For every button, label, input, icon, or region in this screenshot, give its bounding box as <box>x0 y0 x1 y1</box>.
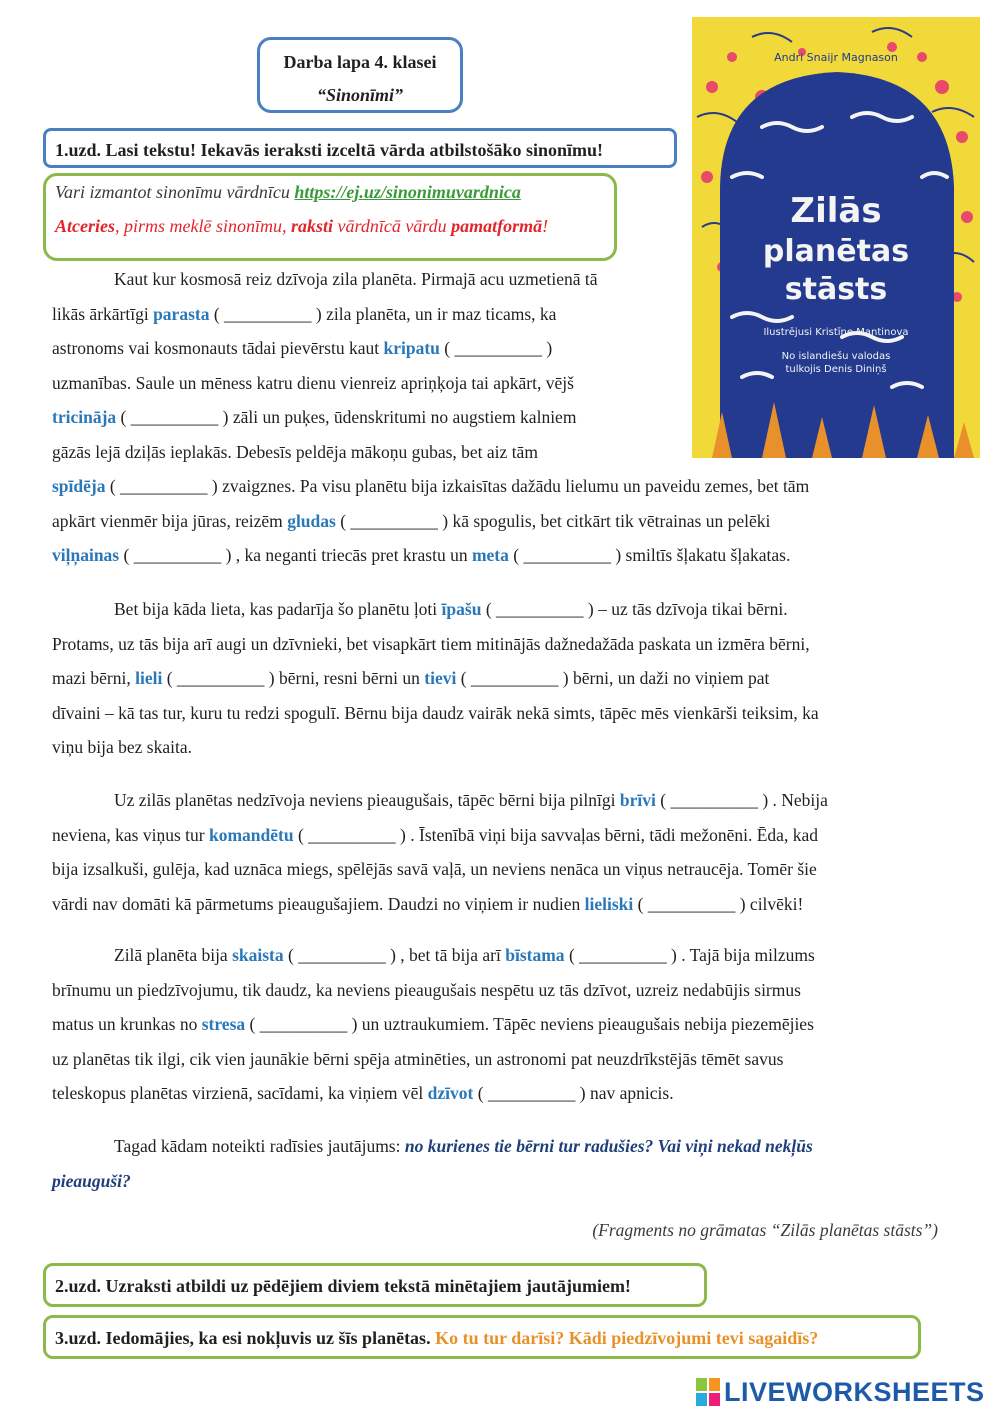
text-span: , bet tā bija arī <box>400 945 506 965</box>
hint-remember: Atceries <box>55 216 115 236</box>
task3-question: Ko tu tur darīsi? Kādi piedzīvojumi tevi sagaidīs? <box>435 1328 819 1348</box>
task1-instruction: 1.uzd. Lasi tekstu! Iekavās ieraksti izceltā vārda atbilstošāko sinonīmu! <box>43 128 677 168</box>
keyword-ipasu: īpašu <box>441 599 482 619</box>
answer-blank[interactable]: ( __________ ) <box>293 824 411 845</box>
text-span: teleskopus planētas virzienā, sacīdami, ka viņiem vēl <box>52 1083 428 1103</box>
text-span: . Īstenībā viņi bija savvaļas bērni, tādi mežonēni. Ēda, kad <box>410 824 818 845</box>
keyword-vilnainas: viļņainas <box>52 545 120 565</box>
text-span: vārdi nav domāti kā pārmetums pieaugušajiem. Daudzi no viņiem ir nudien <box>52 893 585 914</box>
paragraph-2 <box>52 592 819 765</box>
answer-blank[interactable]: ( __________ ) <box>481 599 599 619</box>
liveworksheets-icon <box>696 1378 720 1406</box>
answer-blank[interactable]: ( __________ ) <box>456 668 574 688</box>
text-line: brīnumu un piedzīvojumu, tik daudz, ka neviens pieaugušais nespētu uz tās dzīvot, uzreiz nedabūjis sirmus <box>52 979 801 1000</box>
hint-text-b: , pirms meklē sinonīmu, <box>115 216 291 236</box>
keyword-spideja: spīdēja <box>52 476 106 496</box>
task3-instruction <box>43 1315 921 1359</box>
text-line <box>52 538 809 573</box>
keyword-tricinaja: tricināja <box>52 407 117 427</box>
text-line <box>52 1076 815 1111</box>
hint-text-d: vārdnīcā vārdu <box>333 216 452 236</box>
text-span: likās ārkārtīgi <box>52 303 154 324</box>
text-span: zāli un puķes, ūdenskritumi no augstiem kalniem <box>232 407 577 427</box>
text-line <box>52 818 828 853</box>
text-line <box>52 297 809 332</box>
text-span: Zilā planēta bija <box>114 945 233 965</box>
text-line <box>52 783 828 818</box>
keyword-stresa: stresa <box>201 1014 246 1034</box>
cover-illustrator: Ilustrējusi Kristīne Mantinova <box>763 327 909 338</box>
text-line <box>52 469 809 504</box>
keyword-kripatu: kripatu <box>383 338 440 358</box>
text-line: gāzās lejā dziļās ieplakās. Debesīs peldēja mākoņu gubas, bet aiz tām <box>52 441 538 462</box>
answer-blank[interactable]: ( __________ ) <box>439 338 553 358</box>
text-span: astronoms vai kosmonauts tādai pievērstu kaut <box>52 338 384 358</box>
text-line <box>52 938 815 973</box>
text-line <box>52 592 819 627</box>
text-span: . Tajā bija milzums <box>681 945 815 965</box>
task2-instruction: 2.uzd. Uzraksti atbildi uz pēdējiem diviem tekstā minētajiem jautājumiem! <box>43 1263 707 1307</box>
paragraph-5 <box>52 1129 813 1198</box>
keyword-lieli: lieli <box>135 668 163 688</box>
text-line: Kaut kur kosmosā reiz dzīvoja zila planēta. Pirmajā acu uzmetienā tā <box>114 269 598 289</box>
answer-blank[interactable]: ( __________ ) <box>633 893 750 914</box>
text-line <box>52 1129 813 1164</box>
question-2: pieauguši? <box>52 1170 131 1191</box>
text-line <box>52 1007 815 1042</box>
liveworksheets-logo <box>696 1377 985 1407</box>
answer-blank[interactable]: ( __________ ) <box>655 790 773 810</box>
answer-blank[interactable]: ( __________ ) <box>162 668 279 688</box>
answer-blank[interactable]: ( __________ ) <box>564 945 682 965</box>
text-span: bērni, resni bērni un <box>278 668 425 688</box>
keyword-skaista: skaista <box>232 945 284 965</box>
text-line <box>52 661 819 696</box>
text-span: apkārt vienmēr bija jūras, reizēm <box>52 510 288 531</box>
answer-blank[interactable]: ( __________ ) <box>105 476 223 496</box>
hint-write: raksti <box>290 216 333 236</box>
text-span: smiltīs šļakatu šļakatas. <box>625 545 791 565</box>
answer-blank[interactable]: ( __________ ) <box>283 945 401 965</box>
question-1: no kurienes tie bērni tur radušies? Vai viņi nekad nekļūs <box>404 1136 813 1156</box>
hint-baseform: pamatformā <box>451 216 543 236</box>
text-span: matus un krunkas no <box>52 1014 202 1034</box>
cover-title-3: stāsts <box>784 272 888 307</box>
keyword-lieliski: lieliski <box>584 893 634 914</box>
text-line: uz planētas tik ilgi, cik vien jaunākie bērni spēja atminēties, un astronomi pat neuzdrīkstējās tēmēt savus <box>52 1048 784 1069</box>
cover-translator-1: No islandiešu valodas <box>781 351 891 362</box>
text-line: bija izsalkuši, gulēja, kad uznāca miegs, spēlējās savā vaļā, un neviens nenāca un viņus netraucēja. Tomēr šie <box>52 859 817 879</box>
keyword-parasta: parasta <box>153 303 210 324</box>
source-citation: (Fragments no grāmatas “Zilās planētas stāsts”) <box>592 1220 938 1240</box>
text-span: – uz tās dzīvoja tikai bērni. <box>598 599 788 619</box>
hint-exclaim: ! <box>542 216 549 236</box>
paragraph-4 <box>52 938 815 1111</box>
text-line <box>52 504 809 539</box>
text-span: nav apnicis. <box>590 1083 674 1103</box>
worksheet-title: Darba lapa 4. klasei <box>283 52 437 72</box>
hint-text: Vari izmantot sinonīmu vārdnīcu <box>55 182 295 202</box>
paragraph-3 <box>52 783 828 921</box>
keyword-meta: meta <box>471 545 509 565</box>
text-span: bērni, un daži no viņiem pat <box>573 668 770 688</box>
text-span: Tagad kādam noteikti radīsies jautājums: <box>114 1136 405 1156</box>
text-line <box>52 331 809 366</box>
text-span: Uz zilās planētas nedzīvoja neviens pieaugušais, tāpēc bērni bija pilnīgi <box>114 790 620 810</box>
text-span: kā spogulis, bet citkārt tik vētrainas un pelēki <box>452 510 771 531</box>
hint-box <box>43 173 617 261</box>
text-line: viņu bija bez skaita. <box>52 737 192 757</box>
task3-text: 3.uzd. Iedomājies, ka esi nokļuvis uz šīs planētas. <box>55 1328 436 1348</box>
answer-blank[interactable]: ( __________ ) <box>508 545 626 565</box>
answer-blank[interactable]: ( __________ ) <box>116 407 233 427</box>
text-line: Protams, uz tās bija arī augi un dzīvnieki, bet visapkārt tiem mitinājās dažnedažāda paskata un izmēra bērni, <box>52 633 810 654</box>
text-span: Bet bija kāda lieta, kas padarīja šo planētu ļoti <box>114 599 442 619</box>
worksheet-title-box <box>257 37 463 113</box>
paragraph-1 <box>52 262 809 573</box>
keyword-komandetu: komandētu <box>208 824 294 845</box>
cover-author: Andri Snaijr Magnason <box>774 51 898 64</box>
text-line <box>52 887 828 922</box>
text-span: . Nebija <box>772 790 828 810</box>
answer-blank[interactable]: ( __________ ) <box>209 303 327 324</box>
worksheet-subtitle: “Sinonīmi” <box>316 85 404 105</box>
liveworksheets-brand: LIVEWORKSHEETS <box>724 1376 985 1407</box>
text-span: , ka neganti triecās pret krastu un <box>235 545 472 565</box>
hint-line1 <box>55 182 614 203</box>
text-span: mazi bērni, <box>52 668 136 688</box>
dictionary-link[interactable]: https://ej.uz/sinonimuvardnica <box>294 182 521 202</box>
keyword-tievi: tievi <box>424 668 457 688</box>
keyword-dzivot: dzīvot <box>427 1083 474 1103</box>
answer-blank[interactable]: ( __________ ) <box>473 1083 591 1103</box>
keyword-gludas: gludas <box>287 510 336 531</box>
text-span: cilvēki! <box>749 893 804 914</box>
answer-blank[interactable]: ( __________ ) <box>335 510 453 531</box>
text-line: dīvaini – kā tas tur, kuru tu redzi spogulī. Bērnu bija daudz vairāk nekā simts, tāpēc mēs vienkārši teiksim, ka <box>52 702 819 723</box>
text-span: zvaigznes. Pa visu planētu bija izkaisītas dažādu lielumu un paveidu zemes, bet tām <box>222 476 810 496</box>
keyword-bistama: bīstama <box>505 945 565 965</box>
text-span: neviena, kas viņus tur <box>52 824 209 845</box>
text-line <box>52 400 809 435</box>
text-line: uzmanības. Saule un mēness katru dienu vienreiz apriņķoja tai apkārt, vējš <box>52 372 574 393</box>
cover-translator-2: tulkojis Denis Diniņš <box>785 364 887 375</box>
text-span: un uztraukumiem. Tāpēc neviens pieaugušais nebija piezemējies <box>361 1014 814 1034</box>
cover-title-2: planētas <box>762 234 910 269</box>
answer-blank[interactable]: ( __________ ) <box>245 1014 362 1034</box>
hint-line2 <box>55 216 614 237</box>
keyword-brivi: brīvi <box>619 790 656 810</box>
answer-blank[interactable]: ( __________ ) <box>119 545 236 565</box>
cover-title-1: Zilās <box>790 191 882 231</box>
text-span: zila planēta, un ir maz ticams, ka <box>326 303 557 324</box>
